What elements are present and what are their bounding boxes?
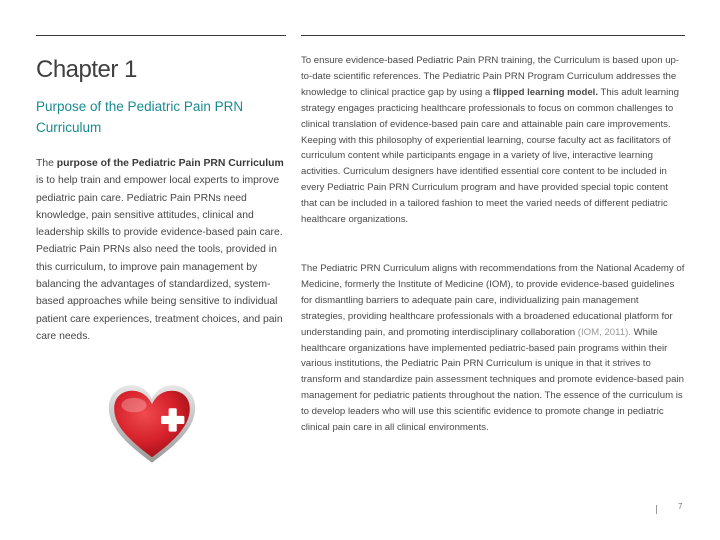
chapter-title: Chapter 1: [36, 56, 137, 83]
footer-divider: [656, 505, 657, 514]
top-rule-right: [301, 35, 685, 36]
p1-text-pre: To ensure evidence-based Pediatric Pain PRN training, the Curriculum is based upon up-to-date scientific references. The Pediatric Pain PRN Program Curriculum addresses the knowledge to clinical practice gap by using a: [301, 55, 680, 98]
intro-text-post: is to help train and empower local experts to improve pediatric pain care. Pediatric Pain PRNs need knowledge, pain sensitive attitudes, clinical and leadership skills to provide evidence-based pain care. Pediatric Pain PRNs also need the tools, provided in this curriculum, to improve pain management by balancing the advantages of standardized, system-based approaches while being sensitive to individual patient care experiences, treatment choices, and pain care needs.: [36, 175, 283, 342]
p1-text-bold: flipped learning model.: [493, 86, 599, 98]
intro-text-bold: purpose of the Pediatric Pain PRN Curriculum: [56, 158, 284, 169]
body-paragraph-2: [301, 261, 685, 436]
section-title: Purpose of the Pediatric Pain PRN Curriculum: [36, 99, 244, 135]
p1-text-post: This adult learning strategy engages practicing healthcare professionals to focus on common challenges to clinical translation of evidence-based pain care and attainable pain care improvements. Keeping with this philosophy of experiential learning, course faculty act as facilitators of curriculum content while participants engage in a variety of live, interactive learning activities. Curriculum designers have identified essential core content to be included in every Pediatric Pain PRN Curriculum program and have provided special topic content that can be included in a tailored fashion to meet the varied needs of different pediatric healthcare organizations.: [301, 86, 679, 226]
page-number: 7: [678, 502, 683, 511]
p2-text-pre: The Pediatric PRN Curriculum aligns with recommendations from the National Academy of Medicine, formerly the Institute of Medicine (IOM), to provide evidence-based guidelines for dismantling barriers to adequate pain care, individualizing pain management strategies, providing healthcare professionals with a broadened educational platform for understanding pain, and promoting interdisciplinary collaboration: [301, 263, 685, 338]
p2-text-post: While healthcare organizations have implemented pediatric-based pain programs within their various institutions, the Pediatric Pain PRN Curriculum is unique in that it strives to transform and standardize pain assessment techniques and promote evidence-based pain management for pediatric patients throughout the nation. The essence of the curriculum is to develop leaders who will use this scientific evidence to promote change in pediatric clinical pain care in all clinical environments.: [301, 326, 684, 434]
intro-paragraph: [36, 155, 286, 345]
intro-text-pre: The: [36, 158, 57, 169]
body-paragraph-1: [301, 53, 685, 228]
top-rule-left: [36, 35, 286, 36]
citation: (IOM, 2011).: [577, 326, 631, 338]
heart-plus-icon: [107, 383, 197, 465]
